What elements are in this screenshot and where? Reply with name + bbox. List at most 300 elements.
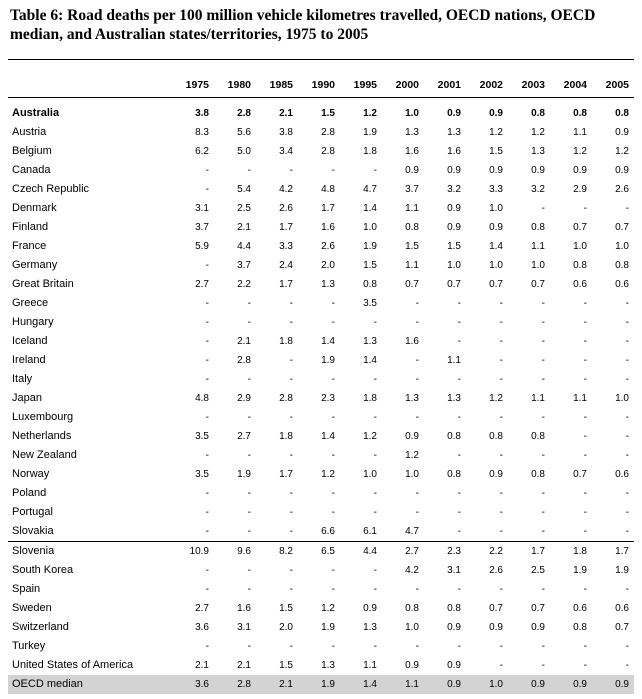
value-cell: 0.8: [573, 260, 587, 271]
value-cell: -: [289, 584, 293, 595]
country-name: Slovakia: [12, 525, 54, 537]
value-cell: -: [289, 165, 293, 176]
value-cell: -: [457, 641, 461, 652]
table-row: [8, 465, 634, 484]
value-cell: -: [247, 565, 251, 576]
value-cell: 1.5: [447, 241, 461, 252]
value-cell: -: [247, 317, 251, 328]
value-cell: -: [499, 488, 503, 499]
value-cell: 0.7: [573, 469, 587, 480]
value-cell: 1.6: [237, 603, 251, 614]
value-cell: -: [415, 641, 419, 652]
value-cell: 0.9: [363, 603, 377, 614]
value-cell: -: [373, 374, 377, 385]
value-cell: 1.6: [405, 146, 419, 157]
value-cell: 1.1: [531, 393, 545, 404]
value-cell: 1.2: [489, 127, 503, 138]
value-cell: 1.7: [279, 222, 293, 233]
top-rule: [8, 59, 634, 60]
table-row: [8, 389, 634, 408]
country-name: Iceland: [12, 335, 48, 347]
value-cell: 2.2: [466, 542, 508, 562]
table-row: [8, 408, 634, 427]
table-row: [8, 294, 634, 313]
value-cell: -: [625, 203, 629, 214]
value-cell: 3.1: [195, 203, 209, 214]
country-name: Canada: [12, 164, 51, 176]
value-cell: -: [499, 641, 503, 652]
value-cell: -: [499, 317, 503, 328]
header-year: 2000: [395, 79, 419, 91]
value-cell: -: [205, 260, 209, 271]
header-year: 1975: [185, 79, 209, 91]
value-cell: -: [373, 450, 377, 461]
value-cell: -: [331, 507, 335, 518]
value-cell: -: [583, 507, 587, 518]
value-cell: -: [625, 412, 629, 423]
value-cell: 1.3: [363, 622, 377, 633]
value-cell: -: [499, 412, 503, 423]
value-cell: 1.7: [279, 469, 293, 480]
country-name: Japan: [12, 392, 42, 404]
value-cell: -: [583, 660, 587, 671]
value-cell: 4.2: [279, 184, 293, 195]
country-name: United States of America: [12, 659, 134, 671]
value-cell: 1.3: [321, 279, 335, 290]
value-cell: 2.1: [237, 660, 251, 671]
table-row: [8, 446, 634, 465]
value-cell: -: [247, 165, 251, 176]
value-cell: 0.9: [508, 675, 550, 694]
value-cell: 0.9: [573, 165, 587, 176]
value-cell: 1.7: [508, 542, 550, 562]
value-cell: 3.2: [531, 184, 545, 195]
value-cell: 6.1: [363, 526, 377, 537]
value-cell: 2.6: [279, 203, 293, 214]
value-cell: 2.5: [237, 203, 251, 214]
value-cell: 0.8: [447, 469, 461, 480]
value-cell: -: [457, 584, 461, 595]
value-cell: 1.2: [573, 146, 587, 157]
country-name: Poland: [12, 487, 47, 499]
value-cell: 1.8: [363, 146, 377, 157]
value-cell: 2.3: [321, 393, 335, 404]
value-cell: 2.1: [195, 660, 209, 671]
value-cell: 0.9: [489, 622, 503, 633]
value-cell: -: [583, 412, 587, 423]
value-cell: -: [331, 641, 335, 652]
value-cell: 1.9: [363, 241, 377, 252]
value-cell: -: [415, 507, 419, 518]
value-cell: 0.9: [489, 469, 503, 480]
value-cell: 1.0: [405, 622, 419, 633]
value-cell: -: [457, 374, 461, 385]
value-cell: 0.9: [489, 165, 503, 176]
value-cell: 0.9: [447, 622, 461, 633]
country-name: South Korea: [12, 564, 74, 576]
value-cell: 3.5: [195, 431, 209, 442]
value-cell: 0.6: [615, 279, 629, 290]
value-cell: 1.9: [321, 355, 335, 366]
value-cell: -: [247, 584, 251, 595]
value-cell: 2.6: [615, 184, 629, 195]
value-cell: -: [625, 660, 629, 671]
value-cell: 1.6: [321, 222, 335, 233]
table-row: [8, 484, 634, 503]
value-cell: -: [289, 317, 293, 328]
country-name: Greece: [12, 297, 49, 309]
value-cell: 5.4: [237, 184, 251, 195]
value-cell: 3.3: [279, 241, 293, 252]
value-cell: -: [583, 317, 587, 328]
value-cell: -: [583, 203, 587, 214]
country-name: France: [12, 240, 47, 252]
table-body: [8, 95, 634, 694]
value-cell: -: [205, 507, 209, 518]
value-cell: -: [247, 412, 251, 423]
value-cell: 0.7: [615, 222, 629, 233]
table-row: [8, 618, 634, 637]
value-cell: 4.4: [340, 542, 382, 562]
table-row: [8, 199, 634, 218]
value-cell: 1.0: [615, 393, 629, 404]
value-cell: -: [247, 526, 251, 537]
value-cell: -: [541, 374, 545, 385]
value-cell: 2.7: [237, 431, 251, 442]
value-cell: 1.2: [321, 469, 335, 480]
value-cell: 5.0: [237, 146, 251, 157]
value-cell: 1.0: [466, 675, 508, 694]
value-cell: -: [289, 298, 293, 309]
value-cell: -: [457, 488, 461, 499]
value-cell: 0.9: [592, 675, 634, 694]
value-cell: 2.3: [424, 542, 466, 562]
value-cell: 1.5: [279, 603, 293, 614]
value-cell: -: [415, 317, 419, 328]
value-cell: 0.6: [573, 279, 587, 290]
header-rule: [8, 97, 634, 98]
value-cell: 3.2: [447, 184, 461, 195]
value-cell: 2.8: [279, 393, 293, 404]
value-cell: -: [205, 584, 209, 595]
value-cell: -: [541, 298, 545, 309]
value-cell: 0.8: [531, 469, 545, 480]
country-name: Hungary: [12, 316, 54, 328]
value-cell: 1.4: [489, 241, 503, 252]
value-cell: 1.8: [363, 393, 377, 404]
value-cell: 1.3: [405, 127, 419, 138]
country-name: Belgium: [12, 145, 52, 157]
value-cell: -: [289, 355, 293, 366]
value-cell: 1.3: [531, 146, 545, 157]
table-row: [8, 351, 634, 370]
value-cell: 1.7: [321, 203, 335, 214]
value-cell: 0.7: [531, 603, 545, 614]
value-cell: -: [541, 488, 545, 499]
value-cell: 0.9: [424, 675, 466, 694]
value-cell: 0.8: [615, 108, 629, 119]
value-cell: 1.1: [405, 260, 419, 271]
value-cell: 2.1: [237, 336, 251, 347]
value-cell: 0.9: [531, 165, 545, 176]
value-cell: -: [415, 355, 419, 366]
value-cell: 2.9: [573, 184, 587, 195]
value-cell: -: [625, 526, 629, 537]
country-name: Czech Republic: [12, 183, 90, 195]
value-cell: 8.3: [195, 127, 209, 138]
value-cell: -: [625, 317, 629, 328]
value-cell: -: [499, 584, 503, 595]
value-cell: -: [331, 165, 335, 176]
value-cell: -: [625, 336, 629, 347]
table-row: [8, 656, 634, 675]
value-cell: -: [499, 660, 503, 671]
road-deaths-table: [8, 76, 634, 694]
value-cell: -: [583, 374, 587, 385]
value-cell: 2.7: [382, 542, 424, 562]
table-row: [8, 503, 634, 522]
value-cell: -: [205, 374, 209, 385]
value-cell: 2.8: [237, 108, 251, 119]
value-cell: 0.7: [531, 279, 545, 290]
value-cell: -: [373, 507, 377, 518]
value-cell: -: [583, 336, 587, 347]
value-cell: -: [205, 355, 209, 366]
value-cell: -: [373, 165, 377, 176]
value-cell: 0.9: [550, 675, 592, 694]
value-cell: 2.6: [489, 565, 503, 576]
value-cell: 0.6: [615, 469, 629, 480]
value-cell: -: [499, 298, 503, 309]
value-cell: 3.6: [172, 675, 214, 694]
value-cell: -: [331, 412, 335, 423]
value-cell: 2.8: [321, 127, 335, 138]
header-year: 1995: [353, 79, 377, 91]
value-cell: -: [205, 565, 209, 576]
value-cell: 1.2: [615, 146, 629, 157]
value-cell: 1.8: [279, 431, 293, 442]
value-cell: 0.8: [531, 108, 545, 119]
country-name: Great Britain: [12, 278, 74, 290]
value-cell: 1.4: [340, 675, 382, 694]
value-cell: 2.0: [321, 260, 335, 271]
value-cell: 4.2: [405, 565, 419, 576]
value-cell: -: [331, 317, 335, 328]
value-cell: -: [247, 374, 251, 385]
value-cell: -: [583, 526, 587, 537]
value-cell: 1.3: [447, 127, 461, 138]
value-cell: 0.7: [615, 622, 629, 633]
value-cell: 0.8: [615, 260, 629, 271]
table-row: [8, 275, 634, 294]
value-cell: -: [289, 450, 293, 461]
table-row: [8, 542, 634, 562]
value-cell: 0.8: [405, 603, 419, 614]
value-cell: -: [541, 641, 545, 652]
value-cell: 1.0: [405, 108, 419, 119]
value-cell: -: [499, 526, 503, 537]
value-cell: 0.9: [489, 222, 503, 233]
value-cell: -: [331, 298, 335, 309]
value-cell: 4.7: [405, 526, 419, 537]
table-row: [8, 237, 634, 256]
value-cell: 2.1: [279, 108, 293, 119]
value-cell: 1.3: [447, 393, 461, 404]
value-cell: -: [625, 374, 629, 385]
value-cell: 1.5: [363, 260, 377, 271]
value-cell: -: [373, 488, 377, 499]
value-cell: 1.0: [363, 469, 377, 480]
value-cell: -: [499, 355, 503, 366]
value-cell: -: [541, 412, 545, 423]
value-cell: -: [625, 355, 629, 366]
value-cell: 0.8: [405, 222, 419, 233]
value-cell: 1.4: [321, 431, 335, 442]
value-cell: 3.8: [195, 108, 209, 119]
value-cell: 1.9: [298, 675, 340, 694]
table-row: [8, 580, 634, 599]
value-cell: -: [415, 412, 419, 423]
header-year: 2004: [563, 79, 587, 91]
country-name: Luxembourg: [12, 411, 74, 423]
value-cell: 1.2: [321, 603, 335, 614]
value-cell: 3.6: [195, 622, 209, 633]
value-cell: 1.4: [363, 203, 377, 214]
value-cell: -: [457, 336, 461, 347]
header-year: 1980: [227, 79, 251, 91]
country-name: Germany: [12, 259, 58, 271]
value-cell: 2.9: [237, 393, 251, 404]
value-cell: 0.9: [405, 165, 419, 176]
value-cell: -: [541, 660, 545, 671]
value-cell: -: [289, 412, 293, 423]
table-row: [8, 161, 634, 180]
header-year: 1985: [269, 79, 293, 91]
table-row: [8, 675, 634, 694]
country-name: Finland: [12, 221, 49, 233]
value-cell: 0.8: [447, 603, 461, 614]
value-cell: 2.2: [237, 279, 251, 290]
value-cell: -: [625, 298, 629, 309]
value-cell: -: [205, 165, 209, 176]
value-cell: 1.6: [447, 146, 461, 157]
value-cell: -: [289, 488, 293, 499]
header-year: 2005: [605, 79, 629, 91]
value-cell: -: [289, 641, 293, 652]
value-cell: 1.1: [531, 241, 545, 252]
value-cell: 3.4: [279, 146, 293, 157]
value-cell: -: [331, 565, 335, 576]
header-year: 2002: [479, 79, 503, 91]
table-row: [8, 370, 634, 389]
value-cell: 5.9: [195, 241, 209, 252]
value-cell: -: [415, 584, 419, 595]
country-name: Netherlands: [12, 430, 72, 442]
value-cell: 1.9: [321, 622, 335, 633]
value-cell: 1.0: [405, 469, 419, 480]
value-cell: 0.9: [531, 622, 545, 633]
value-cell: 8.2: [256, 542, 298, 562]
value-cell: -: [541, 584, 545, 595]
value-cell: 4.8: [195, 393, 209, 404]
table-title: Table 6: Road deaths per 100 million vehicle kilometres travelled, OECD nations, OECD median, and Australian states/territories, 1975 to 2005: [10, 7, 596, 43]
value-cell: -: [205, 488, 209, 499]
value-cell: 0.8: [573, 108, 587, 119]
value-cell: -: [499, 336, 503, 347]
value-cell: -: [289, 526, 293, 537]
value-cell: -: [457, 317, 461, 328]
value-cell: -: [499, 374, 503, 385]
table-row: [8, 313, 634, 332]
value-cell: 1.4: [363, 355, 377, 366]
value-cell: 9.6: [214, 542, 256, 562]
value-cell: -: [499, 450, 503, 461]
value-cell: 1.0: [363, 222, 377, 233]
value-cell: -: [373, 641, 377, 652]
country-name: Italy: [12, 373, 33, 385]
value-cell: -: [205, 450, 209, 461]
value-cell: -: [205, 184, 209, 195]
value-cell: 1.0: [489, 203, 503, 214]
header-year: 1990: [311, 79, 335, 91]
value-cell: 3.5: [195, 469, 209, 480]
value-cell: 0.9: [447, 660, 461, 671]
country-name: Spain: [12, 583, 41, 595]
value-cell: -: [541, 450, 545, 461]
value-cell: 0.8: [363, 279, 377, 290]
country-name: Norway: [12, 468, 50, 480]
value-cell: -: [457, 526, 461, 537]
value-cell: 0.9: [615, 127, 629, 138]
value-cell: 0.9: [447, 165, 461, 176]
value-cell: -: [205, 526, 209, 537]
value-cell: 2.8: [321, 146, 335, 157]
value-cell: 1.8: [279, 336, 293, 347]
value-cell: 0.9: [447, 108, 461, 119]
value-cell: 2.1: [256, 675, 298, 694]
country-name: Ireland: [12, 354, 46, 366]
value-cell: -: [331, 488, 335, 499]
value-cell: -: [205, 298, 209, 309]
value-cell: 0.7: [489, 603, 503, 614]
value-cell: 0.9: [405, 660, 419, 671]
value-cell: 0.7: [573, 222, 587, 233]
value-cell: 1.0: [531, 260, 545, 271]
value-cell: -: [499, 507, 503, 518]
value-cell: -: [247, 641, 251, 652]
table-row: [8, 104, 634, 123]
value-cell: -: [583, 641, 587, 652]
value-cell: 1.1: [363, 660, 377, 671]
value-cell: -: [541, 336, 545, 347]
value-cell: 1.7: [592, 542, 634, 562]
header-year: 2001: [437, 79, 461, 91]
value-cell: 2.0: [279, 622, 293, 633]
value-cell: 1.9: [615, 565, 629, 576]
table-row: [8, 256, 634, 275]
table-row: [8, 522, 634, 542]
table-row: [8, 637, 634, 656]
value-cell: 2.7: [195, 279, 209, 290]
value-cell: 1.6: [405, 336, 419, 347]
value-cell: -: [625, 431, 629, 442]
value-cell: -: [415, 298, 419, 309]
value-cell: 3.1: [237, 622, 251, 633]
value-cell: -: [247, 298, 251, 309]
value-cell: -: [457, 507, 461, 518]
header-country: [8, 76, 172, 95]
value-cell: -: [415, 488, 419, 499]
